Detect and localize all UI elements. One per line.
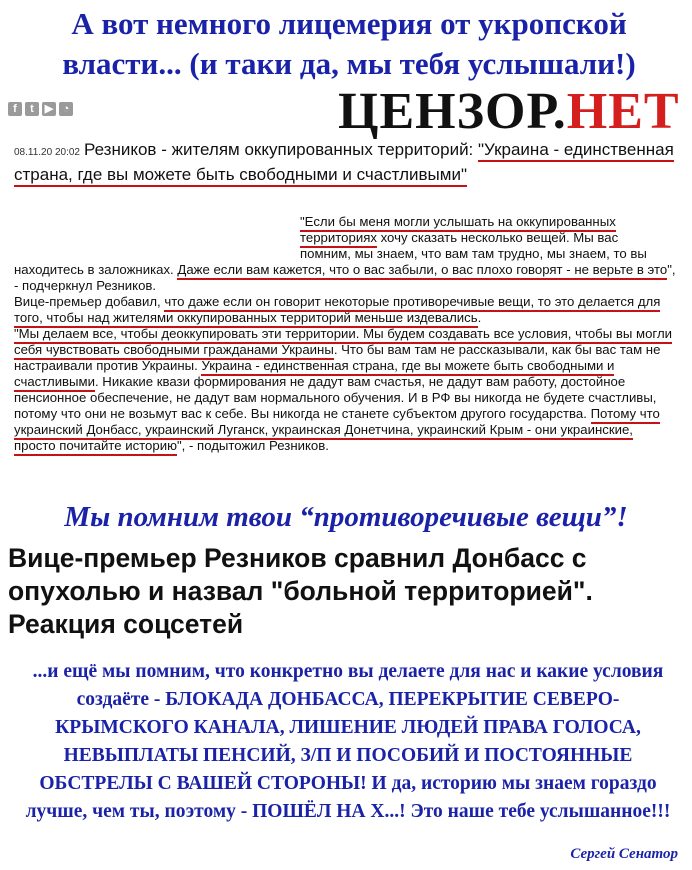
article-title bbox=[14, 139, 674, 186]
logo-part1: ЦЕНЗОР bbox=[338, 83, 553, 140]
body-text: . bbox=[477, 310, 482, 325]
body-text: . Никакие квази формирования не дадут вам счастья, не дадут вам работу, достойное пенсионное обеспечение, не дадут вам нормального обучения. И в РФ вы никогда не будете счастливы, потому что они не возьмут вас к себе. Вы никогда не станете субъектом другого государства. bbox=[14, 374, 657, 421]
article-date: 08.11.20 20:02 bbox=[14, 147, 80, 158]
quote-part2: территориях bbox=[300, 230, 377, 248]
body-text: находитесь в заложниках. bbox=[14, 262, 178, 277]
youtube-icon[interactable]: ▶ bbox=[42, 102, 56, 116]
logo-dot: . bbox=[552, 83, 567, 140]
article-body bbox=[14, 262, 678, 454]
page-headline: А вот немного лицемерия от укропской власти... (и таки да, мы тебя услышали!) bbox=[62, 6, 636, 81]
news-headline: Вице-премьер Резников сравнил Донбасс с опухолью и назвал "больной территорией". Реакция соцсетей bbox=[8, 543, 593, 639]
body-highlight: Даже если вам кажется, что о вас забыли, о вас плохо говорят - не верьте в это bbox=[177, 262, 667, 280]
rss-icon[interactable]: ◔ bbox=[59, 102, 73, 116]
facebook-icon[interactable]: f bbox=[8, 102, 22, 116]
site-logo bbox=[338, 84, 680, 140]
body-paragraph-1 bbox=[14, 262, 678, 294]
article-title-plain: Резников - жителям оккупированных территорий: bbox=[84, 140, 479, 159]
quote-part1: "Если бы меня могли услышать на оккупированных bbox=[300, 214, 616, 232]
body-text: . Что бы вам там не рассказывали, как бы вас там не настраивали против Украины. bbox=[14, 342, 661, 373]
quote-block bbox=[300, 214, 672, 262]
body-highlight: что даже если он говорит некоторые противоречивые вещи, то это делается для того, чтобы над жителями оккупированных территорий меньше издевались bbox=[14, 294, 660, 328]
logo-part2: НЕТ bbox=[566, 83, 680, 140]
signature: Сергей Сенатор bbox=[570, 846, 678, 862]
reply-text: ...и ещё мы помним, что конкретно вы делаете для нас и какие условия создаёте - БЛОКАДА ДОНБАССА, ПЕРЕКРЫТИЕ СЕВЕРО-КРЫМСКОГО КАНАЛА, ЛИШЕНИЕ ЛЮДЕЙ ПРАВА ГОЛОСА, НЕВЫПЛАТЫ ПЕНСИЙ, З/П И ПОСОБИЙ И ПОСТОЯННЫЕ ОБСТРЕЛЫ С ВАШЕЙ СТОРОНЫ! И да, историю мы знаем гораздо лучше, чем ты, поэтому - ПОШЁЛ НА Х...! Это наше тебе услышанное!!! bbox=[25, 661, 671, 822]
body-paragraph-2 bbox=[14, 294, 678, 326]
body-text: ", - подытожил Резников. bbox=[176, 438, 329, 453]
quote-part3: хочу сказать несколько вещей. Мы вас помним, мы знаем, что вам там трудно, мы знаем, то вы bbox=[300, 230, 647, 261]
social-icons bbox=[8, 102, 73, 116]
body-highlight: Потому что украинский Донбасс, украинский Луганск, украинская Донетчина, украинский Крым - они украинские, просто почитайте историю bbox=[14, 406, 660, 456]
body-highlight: Украина - единственная страна, где вы можете быть свободными и счастливыми bbox=[14, 358, 614, 392]
body-highlight: "Мы делаем все, чтобы деоккупировать эти территории. Мы будем создавать все условия, чтобы вы могли себя чувствовать свободными гражданами Украины bbox=[14, 326, 672, 360]
body-text: Вице-премьер добавил, bbox=[14, 294, 165, 309]
body-paragraph-3 bbox=[14, 326, 678, 454]
twitter-icon[interactable]: t bbox=[25, 102, 39, 116]
body-text: ", - подчеркнул Резников. bbox=[14, 262, 676, 293]
remember-caption: Мы помним твои “противоречивые вещи”! bbox=[64, 501, 628, 533]
article-title-quote: "Украина - единственная страна, где вы можете быть свободными и счастливыми" bbox=[14, 140, 674, 187]
